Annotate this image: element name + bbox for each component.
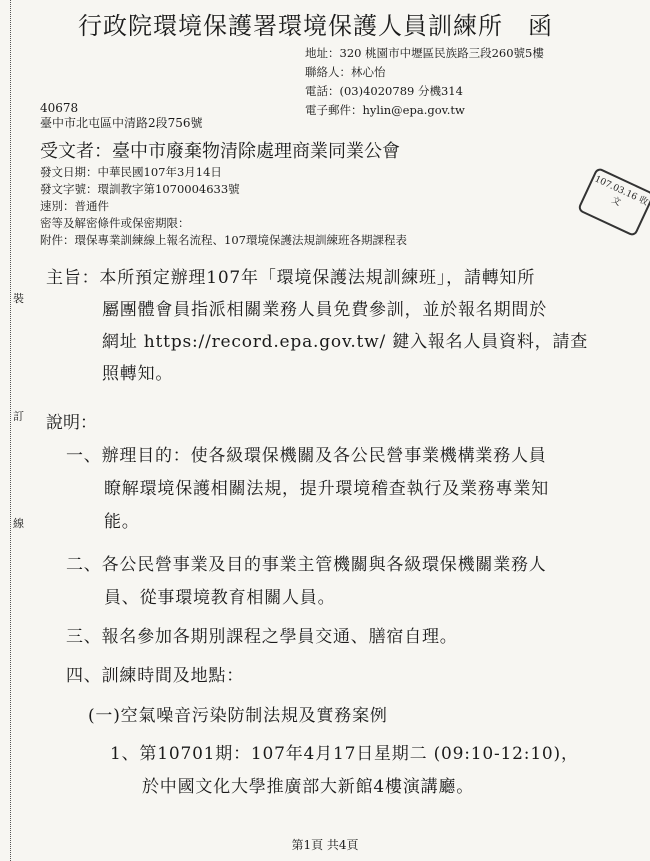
recipient-zip: 40678: [40, 101, 79, 115]
session-10701: [110, 738, 579, 804]
sender-email: 電子郵件：hylin@epa.gov.tw: [305, 103, 465, 117]
item-line: 1、第10701期：107年4月17日星期二 (09:10-12:10)，: [110, 744, 579, 764]
binding-mark-ding: 訂: [13, 410, 24, 423]
document-title: 行政院環境保護署環境保護人員訓練所 函: [78, 12, 553, 40]
binding-mark-zhuang: 裝: [13, 292, 24, 305]
explanation-item-2: [66, 549, 547, 615]
speed-class: 速別：普通件: [40, 199, 109, 213]
document-meta: [40, 164, 407, 249]
item-line: 瞭解環境保護相關法規，提升環境稽查執行及業務專業知: [104, 479, 549, 499]
explanation-item-1: [66, 440, 549, 539]
binding-mark-xian: 線: [13, 517, 24, 530]
binding-line: [10, 0, 24, 861]
secrecy-level: 密等及解密條件或保密期限：: [40, 216, 190, 230]
item-line: 一、辦理目的：使各級環保機關及各公民營事業機構業務人員: [66, 446, 547, 466]
recipient-postal: [40, 101, 203, 131]
subject-line: 網址 https://record.epa.gov.tw/ 鍵入報名人員資料，請查: [102, 332, 589, 352]
item-line: 二、各公民營事業及目的事業主管機關與各級環保機關業務人: [66, 555, 547, 575]
item-line: 三、報名參加各期別課程之學員交通、膳宿自理。: [66, 627, 458, 647]
subject-line: 主旨：本所預定辦理107年「環境保護法規訓練班」，請轉知所: [46, 268, 536, 288]
sender-info: [305, 44, 544, 120]
item-line: 於中國文化大學推廣部大新館4樓演講廳。: [142, 777, 475, 797]
item-line: 四、訓練時間及地點：: [66, 666, 244, 686]
explanation-item-3: [66, 621, 458, 654]
sender-contact: 聯絡人：林心怡: [305, 65, 386, 79]
item-line: (一)空氣噪音污染防制法規及實務案例: [88, 706, 388, 726]
sub-item-1: [88, 700, 388, 733]
subject-line: 屬團體會員指派相關業務人員免費參訓，並於報名期間於: [102, 300, 547, 320]
received-stamp: 107.03.16 收文: [577, 167, 650, 238]
explanation-item-4: [66, 660, 244, 693]
item-line: 員、從事環境教育相關人員。: [104, 588, 336, 608]
sender-address: 地址：320 桃園市中壢區民族路三段260號5樓: [305, 46, 544, 60]
attachments: 附件：環保專業訓練線上報名流程、107環境保護法規訓練班各期課程表: [40, 233, 407, 247]
issue-date: 發文日期：中華民國107年3月14日: [40, 165, 222, 179]
sender-phone: 電話：(03)4020789 分機314: [305, 84, 463, 98]
subject-line: 照轉知。: [102, 364, 174, 384]
item-line: 能。: [104, 512, 140, 532]
recipient-address: 臺中市北屯區中清路2段756號: [40, 116, 203, 130]
page-footer: 第1頁 共4頁: [291, 838, 359, 852]
recipient-line: 受文者：臺中市廢棄物清除處理商業同業公會: [40, 141, 400, 162]
explanation-label: 說明：: [46, 413, 97, 433]
subject-section: [46, 262, 588, 390]
issue-number: 發文字號：環訓教字第1070004633號: [40, 182, 240, 196]
